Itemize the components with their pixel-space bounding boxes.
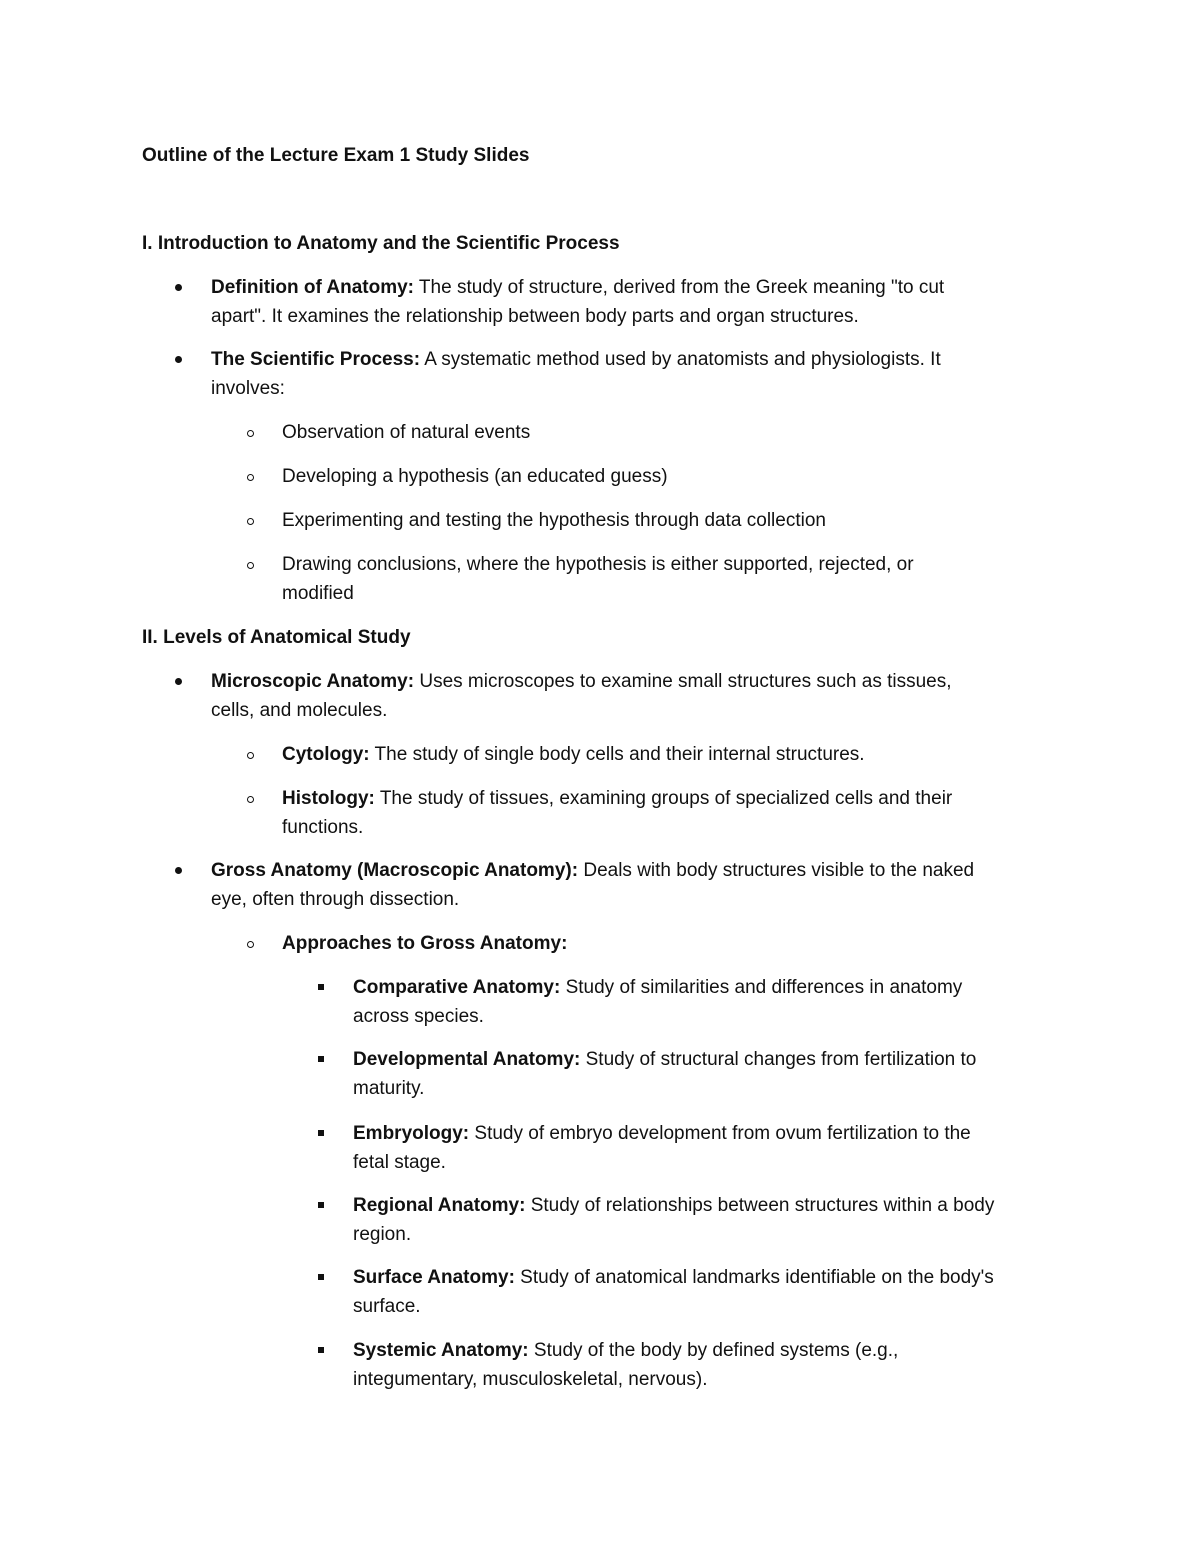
list-item bbox=[211, 273, 944, 302]
term-label: Gross Anatomy (Macroscopic Anatomy): bbox=[211, 860, 579, 881]
bullet-square-icon bbox=[318, 1202, 324, 1208]
list-subsubitem bbox=[353, 1191, 994, 1220]
bullet-square-icon bbox=[318, 984, 324, 990]
list-item bbox=[211, 856, 974, 885]
list-subsubitem bbox=[353, 1045, 976, 1074]
list-item bbox=[211, 667, 952, 696]
list-subsubitem bbox=[353, 1263, 994, 1292]
bullet-circle-icon bbox=[247, 796, 254, 803]
item-text-continued: fetal stage. bbox=[353, 1152, 446, 1173]
item-text-continued: functions. bbox=[282, 817, 364, 838]
term-label: Systemic Anatomy: bbox=[353, 1340, 529, 1361]
list-subitem: Observation of natural events bbox=[282, 422, 531, 443]
term-label: The Scientific Process: bbox=[211, 349, 421, 370]
item-text-continued: surface. bbox=[353, 1296, 421, 1317]
bullet-square-icon bbox=[318, 1056, 324, 1062]
item-text: The study of tissues, examining groups of specialized cells and their bbox=[374, 788, 953, 809]
term-label: Embryology: bbox=[353, 1123, 470, 1144]
list-subitem: Drawing conclusions, where the hypothesis is either supported, rejected, or bbox=[282, 554, 914, 575]
item-text-continued: involves: bbox=[211, 378, 285, 399]
item-text-continued: eye, often through dissection. bbox=[211, 889, 460, 910]
list-item bbox=[211, 345, 941, 374]
bullet-square-icon bbox=[318, 1347, 324, 1353]
term-label: Surface Anatomy: bbox=[353, 1267, 515, 1288]
item-text: Uses microscopes to examine small structures such as tissues, bbox=[414, 671, 952, 692]
bullet-disc-icon bbox=[175, 678, 182, 685]
bullet-circle-icon bbox=[247, 518, 254, 525]
term-label: Definition of Anatomy: bbox=[211, 277, 414, 298]
section-heading: II. Levels of Anatomical Study bbox=[142, 627, 411, 648]
item-text: Study of similarities and differences in anatomy bbox=[560, 977, 963, 998]
item-text: Study of anatomical landmarks identifiable on the body's bbox=[514, 1267, 994, 1288]
item-text-continued: across species. bbox=[353, 1006, 484, 1027]
bullet-disc-icon bbox=[175, 284, 182, 291]
bullet-circle-icon bbox=[247, 474, 254, 481]
term-label: Comparative Anatomy: bbox=[353, 977, 561, 998]
item-text: A systematic method used by anatomists and physiologists. It bbox=[420, 349, 941, 370]
list-subitem bbox=[282, 740, 865, 769]
term-label: Microscopic Anatomy: bbox=[211, 671, 415, 692]
bullet-circle-icon bbox=[247, 941, 254, 948]
bullet-disc-icon bbox=[175, 356, 182, 363]
section-heading: I. Introduction to Anatomy and the Scientific Process bbox=[142, 233, 620, 254]
bullet-square-icon bbox=[318, 1130, 324, 1136]
list-subsubitem bbox=[353, 1336, 898, 1365]
item-text-continued: apart". It examines the relationship between body parts and organ structures. bbox=[211, 306, 859, 327]
bullet-square-icon bbox=[318, 1274, 324, 1280]
item-text-continued: region. bbox=[353, 1224, 412, 1245]
item-text-continued: maturity. bbox=[353, 1078, 425, 1099]
list-subitem: Developing a hypothesis (an educated guess) bbox=[282, 466, 668, 487]
bullet-circle-icon bbox=[247, 430, 254, 437]
list-subitem: Experimenting and testing the hypothesis through data collection bbox=[282, 510, 826, 531]
list-subitem: Approaches to Gross Anatomy: bbox=[282, 933, 568, 954]
item-text: The study of structure, derived from the Greek meaning "to cut bbox=[414, 277, 945, 298]
item-text: The study of single body cells and their internal structures. bbox=[369, 744, 865, 765]
bullet-circle-icon bbox=[247, 752, 254, 759]
list-subitem bbox=[282, 784, 952, 813]
item-text: Study of embryo development from ovum fertilization to the bbox=[469, 1123, 971, 1144]
term-label: Regional Anatomy: bbox=[353, 1195, 526, 1216]
item-text-continued: integumentary, musculoskeletal, nervous). bbox=[353, 1369, 708, 1390]
item-text: Study of relationships between structures within a body bbox=[525, 1195, 995, 1216]
term-label: Developmental Anatomy: bbox=[353, 1049, 581, 1070]
term-label: Histology: bbox=[282, 788, 375, 809]
item-text-continued: modified bbox=[282, 583, 354, 604]
bullet-disc-icon bbox=[175, 867, 182, 874]
list-subsubitem bbox=[353, 1119, 971, 1148]
document-title: Outline of the Lecture Exam 1 Study Slides bbox=[142, 145, 530, 166]
list-subsubitem bbox=[353, 973, 962, 1002]
item-text: Study of structural changes from fertilization to bbox=[580, 1049, 977, 1070]
item-text: Deals with body structures visible to the naked bbox=[578, 860, 975, 881]
item-text-continued: cells, and molecules. bbox=[211, 700, 388, 721]
bullet-circle-icon bbox=[247, 562, 254, 569]
item-text: Study of the body by defined systems (e.g., bbox=[528, 1340, 899, 1361]
term-label: Cytology: bbox=[282, 744, 370, 765]
